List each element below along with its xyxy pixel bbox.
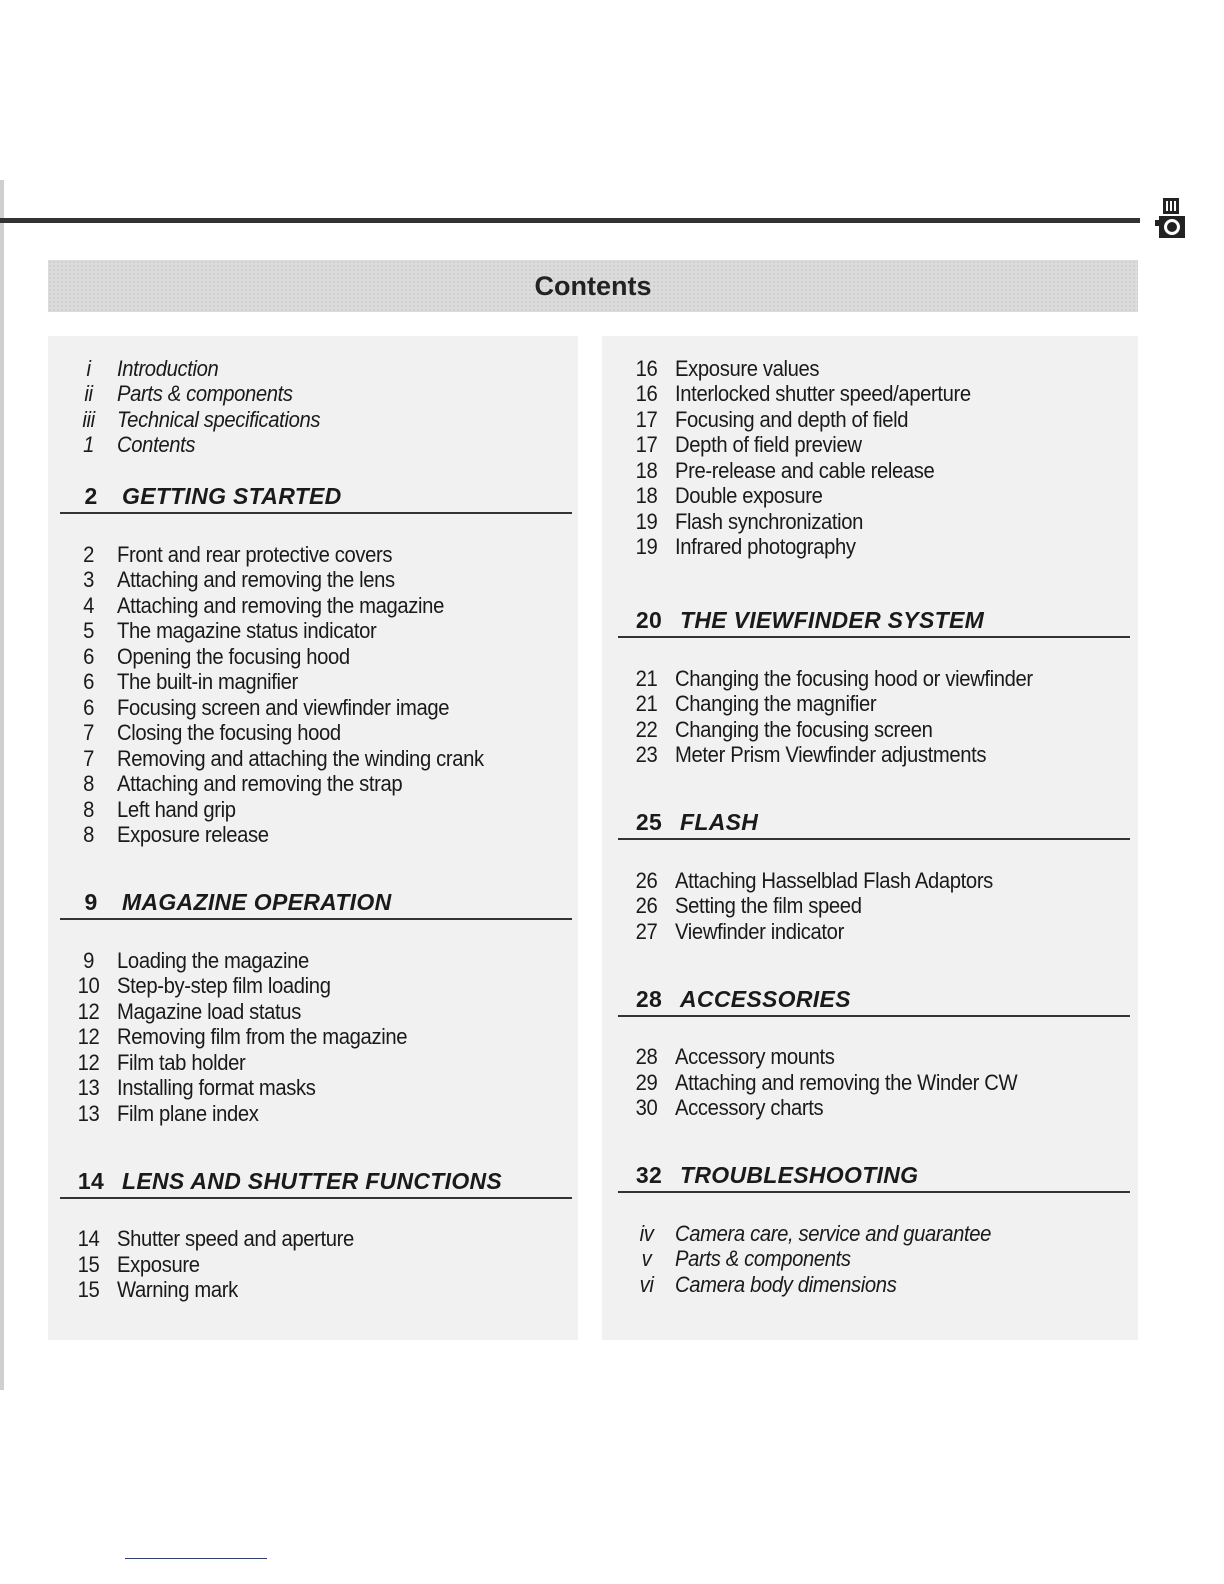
toc-page-number: 19 (635, 508, 658, 534)
toc-entry[interactable] (618, 1070, 1096, 1096)
toc-title: Film tab holder (117, 1049, 246, 1075)
toc-title: Exposure release (117, 822, 269, 848)
toc-title: The magazine status indicator (117, 618, 377, 644)
section-entries (60, 948, 580, 1127)
left-column (60, 356, 580, 1303)
toc-title: Introduction (117, 355, 219, 381)
toc-entry[interactable] (60, 1252, 538, 1278)
toc-entry[interactable] (618, 894, 1096, 920)
section-page-number: 14 (77, 1167, 105, 1194)
toc-title: Removing and attaching the winding crank (117, 745, 484, 771)
toc-entry[interactable] (60, 974, 538, 1000)
toc-page-number: 27 (635, 918, 658, 944)
toc-entry[interactable] (60, 644, 538, 670)
toc-page-number: 8 (83, 771, 94, 797)
toc-page-number: 2 (83, 541, 94, 567)
toc-title: Exposure values (675, 355, 820, 381)
toc-page-number: 16 (635, 381, 658, 407)
toc-title: Magazine load status (117, 998, 301, 1024)
toc-title: Attaching and removing the Winder CW (675, 1069, 1018, 1095)
toc-page-number: 8 (83, 796, 94, 822)
toc-page-number: 26 (635, 867, 658, 893)
toc-entry[interactable] (60, 999, 538, 1025)
toc-page-number: 21 (635, 691, 658, 717)
section-heading-troubleshooting[interactable] (618, 1159, 1130, 1193)
toc-entry[interactable] (618, 535, 1096, 561)
toc-entry[interactable] (60, 772, 538, 798)
toc-page-number: 17 (635, 432, 658, 458)
section-entries (618, 1221, 1138, 1298)
toc-page-number: 1 (83, 432, 94, 458)
toc-title: Front and rear protective covers (117, 541, 393, 567)
toc-page-number: 6 (83, 694, 94, 720)
section-title: LENS AND SHUTTER FUNCTIONS (122, 1167, 503, 1194)
toc-title: Infrared photography (675, 534, 856, 560)
section-page-number: 2 (84, 483, 98, 509)
section-heading-magazine-operation[interactable] (60, 886, 572, 920)
toc-title: Focusing and depth of field (675, 406, 909, 432)
section-heading-getting-started[interactable] (60, 480, 572, 514)
toc-title: Attaching and removing the strap (117, 771, 403, 797)
toc-title: Viewfinder indicator (675, 918, 844, 944)
toc-entry[interactable] (618, 382, 1096, 408)
toc-page-number: 13 (77, 1075, 100, 1101)
toc-entry[interactable] (60, 407, 538, 433)
section-entries (618, 666, 1138, 768)
toc-title: Closing the focusing hood (117, 720, 341, 746)
toc-page-number: 21 (635, 665, 658, 691)
toc-entry[interactable] (618, 1221, 1096, 1247)
toc-title: Loading the magazine (117, 947, 309, 973)
section-page-number: 20 (635, 607, 663, 633)
toc-entry[interactable] (60, 1025, 538, 1051)
toc-entry[interactable] (618, 356, 1096, 382)
toc-title: Changing the focusing screen (675, 716, 933, 742)
toc-entry[interactable] (618, 458, 1096, 484)
toc-entry[interactable] (618, 717, 1096, 743)
camera-icon (1153, 196, 1189, 244)
section-heading-accessories[interactable] (618, 983, 1130, 1017)
toc-page-number: 18 (635, 457, 658, 483)
toc-title: Parts & components (675, 1246, 851, 1272)
toc-page-number: 12 (77, 1049, 100, 1075)
toc-page-number: 10 (77, 973, 100, 999)
toc-title: Double exposure (675, 483, 823, 509)
toc-page-number: 7 (83, 745, 94, 771)
section-entries (618, 868, 1138, 945)
section-page-number: 9 (84, 889, 98, 915)
toc-page-number: 23 (635, 742, 658, 768)
toc-page-number: 15 (77, 1251, 100, 1277)
toc-title: Step-by-step film loading (117, 973, 331, 999)
toc-entry[interactable] (60, 695, 538, 721)
toc-entry[interactable] (618, 1247, 1096, 1273)
toc-title: Pre-release and cable release (675, 457, 935, 483)
toc-page-number: 6 (83, 643, 94, 669)
toc-entry[interactable] (618, 919, 1096, 945)
toc-title: Attaching and removing the lens (117, 567, 395, 593)
toc-title: Focusing screen and viewfinder image (117, 694, 450, 720)
toc-entry[interactable] (60, 721, 538, 747)
section-page-number: 28 (635, 985, 663, 1012)
toc-title: Shutter speed and aperture (117, 1226, 354, 1252)
toc-entry[interactable] (618, 1272, 1096, 1298)
toc-entry[interactable] (60, 1278, 538, 1304)
section-title: TROUBLESHOOTING (680, 1162, 919, 1188)
toc-page-number: 26 (635, 893, 658, 919)
toc-entry[interactable] (60, 746, 538, 772)
toc-entry[interactable] (60, 1101, 538, 1127)
toc-entry[interactable] (60, 433, 538, 459)
toc-title: Installing format masks (117, 1075, 316, 1101)
toc-page-number: 17 (635, 406, 658, 432)
toc-page-number: 7 (83, 720, 94, 746)
toc-page-number: 22 (635, 716, 658, 742)
toc-title: Left hand grip (117, 796, 236, 822)
toc-title: Accessory mounts (675, 1044, 835, 1070)
toc-page-number: 6 (83, 669, 94, 695)
toc-entry[interactable] (60, 356, 538, 382)
toc-page-number: 12 (77, 1024, 100, 1050)
section-heading-flash[interactable] (618, 806, 1130, 840)
toc-page-number: 19 (635, 534, 658, 560)
toc-page-number: 4 (83, 592, 94, 618)
toc-entry[interactable] (618, 433, 1096, 459)
section-page-number: 32 (635, 1162, 663, 1188)
contents-header-bar (48, 260, 1138, 312)
toc-page-number: 12 (77, 998, 100, 1024)
toc-entry[interactable] (60, 823, 538, 849)
toc-title: Changing the magnifier (675, 691, 877, 717)
toc-page-number: 28 (635, 1044, 658, 1070)
toc-page-number: i (86, 355, 91, 381)
section-title: GETTING STARTED (122, 483, 342, 509)
toc-entry[interactable] (618, 692, 1096, 718)
toc-page-number: iv (639, 1220, 654, 1246)
toc-page-number: 14 (77, 1226, 100, 1252)
section-entries (60, 1227, 580, 1304)
toc-title: Changing the focusing hood or viewfinder (675, 665, 1033, 691)
toc-title: Camera body dimensions (675, 1271, 897, 1297)
toc-title: Removing film from the magazine (117, 1024, 408, 1050)
toc-entry[interactable] (60, 797, 538, 823)
toc-title: Contents (117, 432, 196, 458)
toc-page-number: 30 (635, 1095, 658, 1121)
toc-page-number: 29 (635, 1069, 658, 1095)
toc-title: Attaching and removing the magazine (117, 592, 444, 618)
toc-title: Parts & components (117, 381, 293, 407)
toc-page-number: 15 (77, 1277, 100, 1303)
toc-entry[interactable] (60, 568, 538, 594)
toc-entry[interactable] (618, 484, 1096, 510)
toc-title: Meter Prism Viewfinder adjustments (675, 742, 987, 768)
section-page-number: 25 (635, 809, 663, 835)
toc-title: Attaching Hasselblad Flash Adaptors (675, 867, 993, 893)
toc-entry[interactable] (60, 1050, 538, 1076)
section-title: FLASH (680, 809, 759, 835)
toc-entry[interactable] (60, 948, 538, 974)
toc-page-number: v (641, 1246, 652, 1272)
toc-entry[interactable] (618, 509, 1096, 535)
toc-page-number: 18 (635, 483, 658, 509)
toc-page-number: 8 (83, 822, 94, 848)
bottom-underline (125, 1558, 267, 1559)
page-edge (0, 180, 4, 1390)
toc-title: Warning mark (117, 1277, 238, 1303)
toc-entry[interactable] (618, 1045, 1096, 1071)
toc-title: Camera care, service and guarantee (675, 1220, 992, 1246)
toc-entry[interactable] (618, 666, 1096, 692)
toc-title: Opening the focusing hood (117, 643, 350, 669)
section-entries (60, 542, 580, 848)
toc-entry[interactable] (60, 1076, 538, 1102)
toc-entry[interactable] (618, 868, 1096, 894)
toc-title: Technical specifications (117, 406, 321, 432)
header-rule (0, 218, 1140, 223)
toc-page-number: 5 (83, 618, 94, 644)
toc-title: Accessory charts (675, 1095, 824, 1121)
toc-entry[interactable] (618, 1096, 1096, 1122)
toc-title: The built-in magnifier (117, 669, 298, 695)
toc-title: Film plane index (117, 1100, 259, 1126)
section-title: THE VIEWFINDER SYSTEM (680, 607, 985, 633)
toc-entry[interactable] (60, 670, 538, 696)
toc-page-number: 3 (83, 567, 94, 593)
page-title: Contents (534, 270, 652, 301)
toc-page-number: 16 (635, 355, 658, 381)
section-heading-viewfinder-system[interactable] (618, 604, 1130, 638)
toc-page-number: vi (639, 1271, 654, 1297)
section-heading-lens-and-shutter[interactable] (60, 1165, 572, 1199)
section-title: ACCESSORIES (680, 985, 851, 1012)
toc-entry[interactable] (60, 1227, 538, 1253)
toc-entry[interactable] (60, 382, 538, 408)
toc-page-number: iii (82, 406, 95, 432)
section-entries (618, 1045, 1138, 1122)
toc-title: Flash synchronization (675, 508, 864, 534)
right-column (618, 356, 1138, 1298)
toc-title: Setting the film speed (675, 893, 862, 919)
toc-entry[interactable] (60, 593, 538, 619)
toc-entry[interactable] (618, 743, 1096, 769)
toc-entry[interactable] (60, 619, 538, 645)
toc-page-number: 13 (77, 1100, 100, 1126)
toc-page-number: ii (84, 381, 93, 407)
toc-entry[interactable] (618, 407, 1096, 433)
toc-title: Exposure (117, 1251, 200, 1277)
toc-page-number: 9 (83, 947, 94, 973)
section-title: MAGAZINE OPERATION (122, 889, 392, 915)
toc-title: Depth of field preview (675, 432, 862, 458)
toc-title: Interlocked shutter speed/aperture (675, 381, 971, 407)
toc-entry[interactable] (60, 542, 538, 568)
